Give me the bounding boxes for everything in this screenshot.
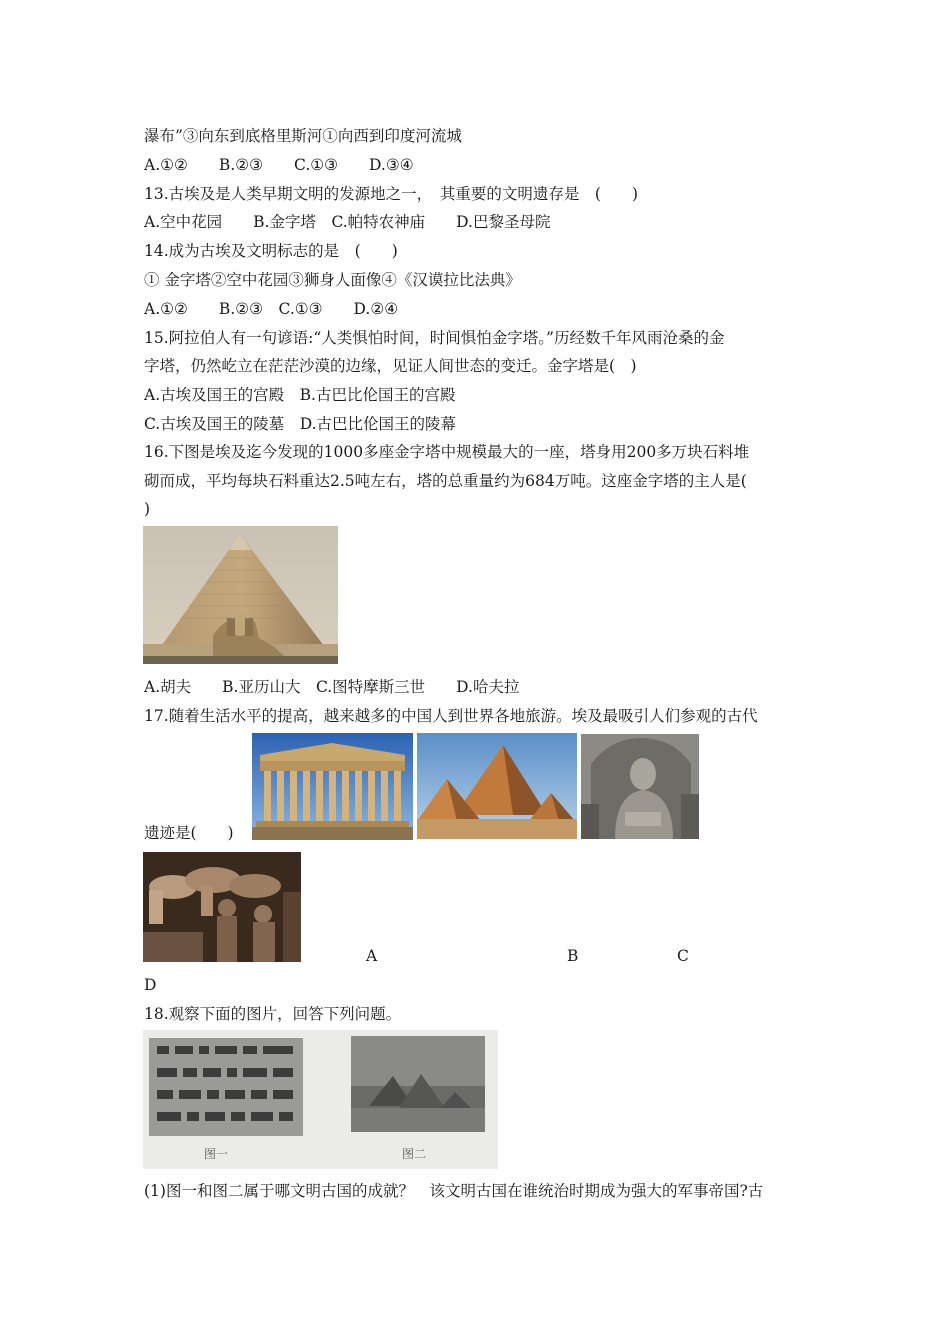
q17-stem-line2: 遗迹是( ) (144, 824, 234, 842)
q16-options: A.胡夫 B.亚历山大 C.图特摩斯三世 D.哈夫拉 (144, 678, 520, 696)
parthenon-photo (252, 733, 413, 840)
q18-fig2-caption: 图二 (402, 1147, 427, 1161)
q15-stem-line1: 15.阿拉伯人有一句谚语:“人类惧怕时间，时间惧怕金字塔。”历经数千年风雨沧桑的金 (144, 329, 725, 347)
q13-stem: 13.古埃及是人类早期文明的发源地之一， 其重要的文明遗存是 ( ) (144, 185, 638, 203)
q15-stem-line2: 字塔，仍然屹立在茫茫沙漠的边缘，见证人间世态的变迁。金字塔是( ) (144, 357, 637, 375)
q14-items: ① 金字塔②空中花园③狮身人面像④《汉谟拉比法典》 (144, 271, 521, 289)
q18-stem: 18.观察下面的图片，回答下列问题。 (144, 1005, 402, 1023)
terracotta-army-photo (143, 852, 301, 962)
q18-fig1-caption: 图一 (204, 1147, 229, 1161)
q17-label-b: B (567, 947, 579, 965)
q12-options: A.①② B.②③ C.①③ D.③④ (144, 156, 414, 174)
q14-stem: 14.成为古埃及文明标志的是 ( ) (144, 242, 398, 260)
pyramid-sphinx-photo (143, 526, 338, 664)
q17-label-d: D (144, 976, 157, 994)
yungang-buddha-photo (581, 734, 699, 839)
q15-options-line2: C.古埃及国王的陵墓 D.古巴比伦国王的陵幕 (144, 415, 457, 433)
q16-stem-line2: 砌而成，平均每块石料重达2.5吨左右，塔的总重量约为684万吨。这座金字塔的主人是( (144, 472, 747, 490)
q13-options: A.空中花园 B.金字塔 C.帕特农神庙 D.巴黎圣母院 (144, 213, 551, 231)
q17-stem-line1: 17.随着生活水平的提高，越来越多的中国人到世界各地旅游。埃及最吸引人们参观的古代 (144, 707, 758, 725)
giza-pyramids-photo (417, 733, 577, 839)
q14-options: A.①② B.②③ C.①③ D.②④ (144, 300, 399, 318)
q18-figure (143, 1030, 498, 1169)
q16-stem-line3: ) (144, 500, 151, 518)
q15-options-line1: A.古埃及国王的宫殿 B.古巴比伦国王的宫殿 (144, 386, 456, 404)
q16-stem-line1: 16.下图是埃及迄今发现的1000多座金字塔中规模最大的一座，塔身用200多万块石料堆 (144, 443, 750, 461)
q12-continuation: 瀑布”③向东到底格里斯河①向西到印度河流城 (144, 127, 462, 145)
q17-label-a: A (366, 947, 378, 965)
q18-sub1: (1)图一和图二属于哪文明古国的成就？ 该文明古国在谁统治时期成为强大的军事帝国?古 (144, 1182, 764, 1200)
q17-label-c: C (677, 947, 689, 965)
